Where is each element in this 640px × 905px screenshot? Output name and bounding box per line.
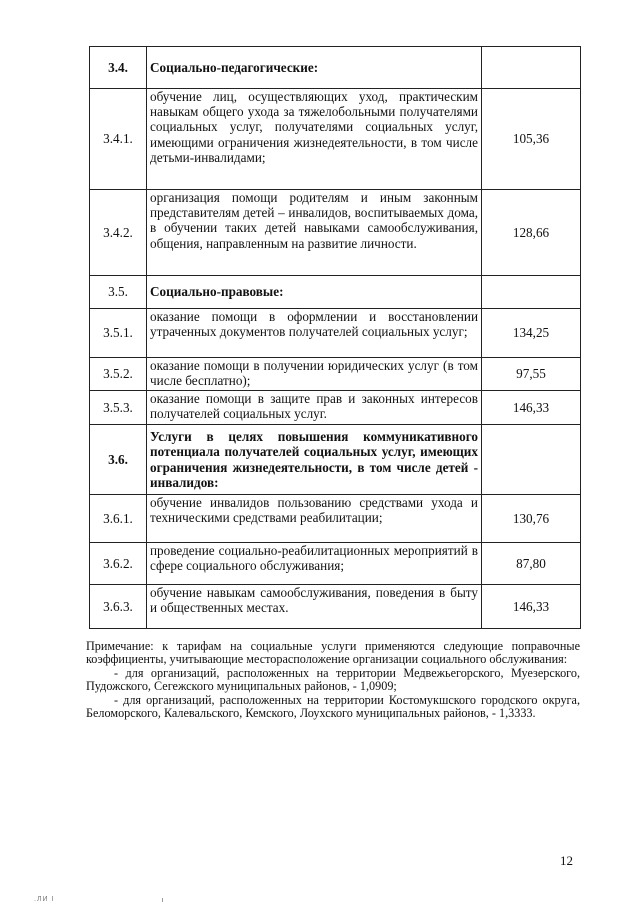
scan-mark: .ЛИ I	[34, 896, 55, 903]
row-number: 3.5.	[90, 276, 147, 309]
table-row-3-4	[90, 47, 581, 89]
tariff-value: 134,25	[482, 309, 581, 358]
row-number: 3.5.1.	[90, 309, 147, 358]
row-number: 3.4.	[90, 47, 147, 89]
tariff-value: 97,55	[482, 358, 581, 391]
service-description: обучение лиц, осуществляющих уход, практическим навыкам общего ухода за тяжелобольными получателями социальных услуг, получателями социальных услуг, имеющими ограничения жизнедеятельности, в том числе детьми-инвалидами;	[147, 89, 482, 190]
row-number: 3.4.1.	[90, 89, 147, 190]
section-title: Услуги в целях повышения коммуникативного потенциала получателей социальных услуг, имеющих ограничения жизнедеятельности, в том числе детей - инвалидов:	[147, 425, 482, 495]
table-row-3-5	[90, 276, 581, 309]
service-description: проведение социально-реабилитационных мероприятий в сфере социального обслуживания;	[147, 543, 482, 585]
service-description: оказание помощи в защите прав и законных интересов получателей социальных услуг.	[147, 391, 482, 425]
page-number: 12	[560, 853, 573, 868]
service-description: оказание помощи в получении юридических услуг (в том числе бесплатно);	[147, 358, 482, 391]
row-number: 3.5.3.	[90, 391, 147, 425]
row-number: 3.6.	[90, 425, 147, 495]
tariff-value	[482, 276, 581, 309]
note-intro: Примечание: к тарифам на социальные услуги применяются следующие поправочные коэффициенты, учитывающие месторасположение организации социального обслуживания:	[86, 639, 580, 667]
tariff-value	[482, 425, 581, 495]
tariff-value	[482, 47, 581, 89]
row-number: 3.6.1.	[90, 495, 147, 543]
table-row-3-4-1	[90, 89, 581, 190]
service-description: организация помощи родителям и иным законным представителям детей – инвалидов, воспитываемых дома, в обучении таких детей навыками самообслуживания, общения, направленным на развитие личности.	[147, 190, 482, 276]
row-number: 3.6.3.	[90, 585, 147, 629]
table-row-3-5-3	[90, 391, 581, 425]
table-row-3-6-1	[90, 495, 581, 543]
tariff-table	[89, 46, 581, 629]
service-description: оказание помощи в оформлении и восстановлении утраченных документов получателей социальных услуг;	[147, 309, 482, 358]
table-row-3-5-2	[90, 358, 581, 391]
section-title: Социально-правовые:	[147, 276, 482, 309]
service-description: обучение инвалидов пользованию средствами ухода и техническими средствами реабилитации;	[147, 495, 482, 543]
table-row-3-6	[90, 425, 581, 495]
section-title: Социально-педагогические:	[147, 47, 482, 89]
scan-artifact	[162, 898, 163, 902]
tariff-note	[86, 640, 580, 720]
tariff-value: 130,76	[482, 495, 581, 543]
note-item: - для организаций, расположенных на территории Медвежьегорского, Муезерского, Пудожского, Сегежского муниципальных районов, - 1,0909;	[86, 665, 580, 694]
row-number: 3.6.2.	[90, 543, 147, 585]
tariff-value: 105,36	[482, 89, 581, 190]
table-row-3-4-2	[90, 190, 581, 276]
tariff-value: 87,80	[482, 543, 581, 585]
row-number: 3.5.2.	[90, 358, 147, 391]
service-description: обучение навыкам самообслуживания, поведения в быту и общественных местах.	[147, 585, 482, 629]
table-row-3-6-2	[90, 543, 581, 585]
table-row-3-6-3	[90, 585, 581, 629]
tariff-value: 146,33	[482, 391, 581, 425]
row-number: 3.4.2.	[90, 190, 147, 276]
table-row-3-5-1	[90, 309, 581, 358]
tariff-value: 128,66	[482, 190, 581, 276]
note-item: - для организаций, расположенных на территории Костомукшского городского округа, Беломорского, Калевальского, Кемского, Лоухского муниципальных районов, - 1,3333.	[86, 692, 580, 721]
tariff-value: 146,33	[482, 585, 581, 629]
